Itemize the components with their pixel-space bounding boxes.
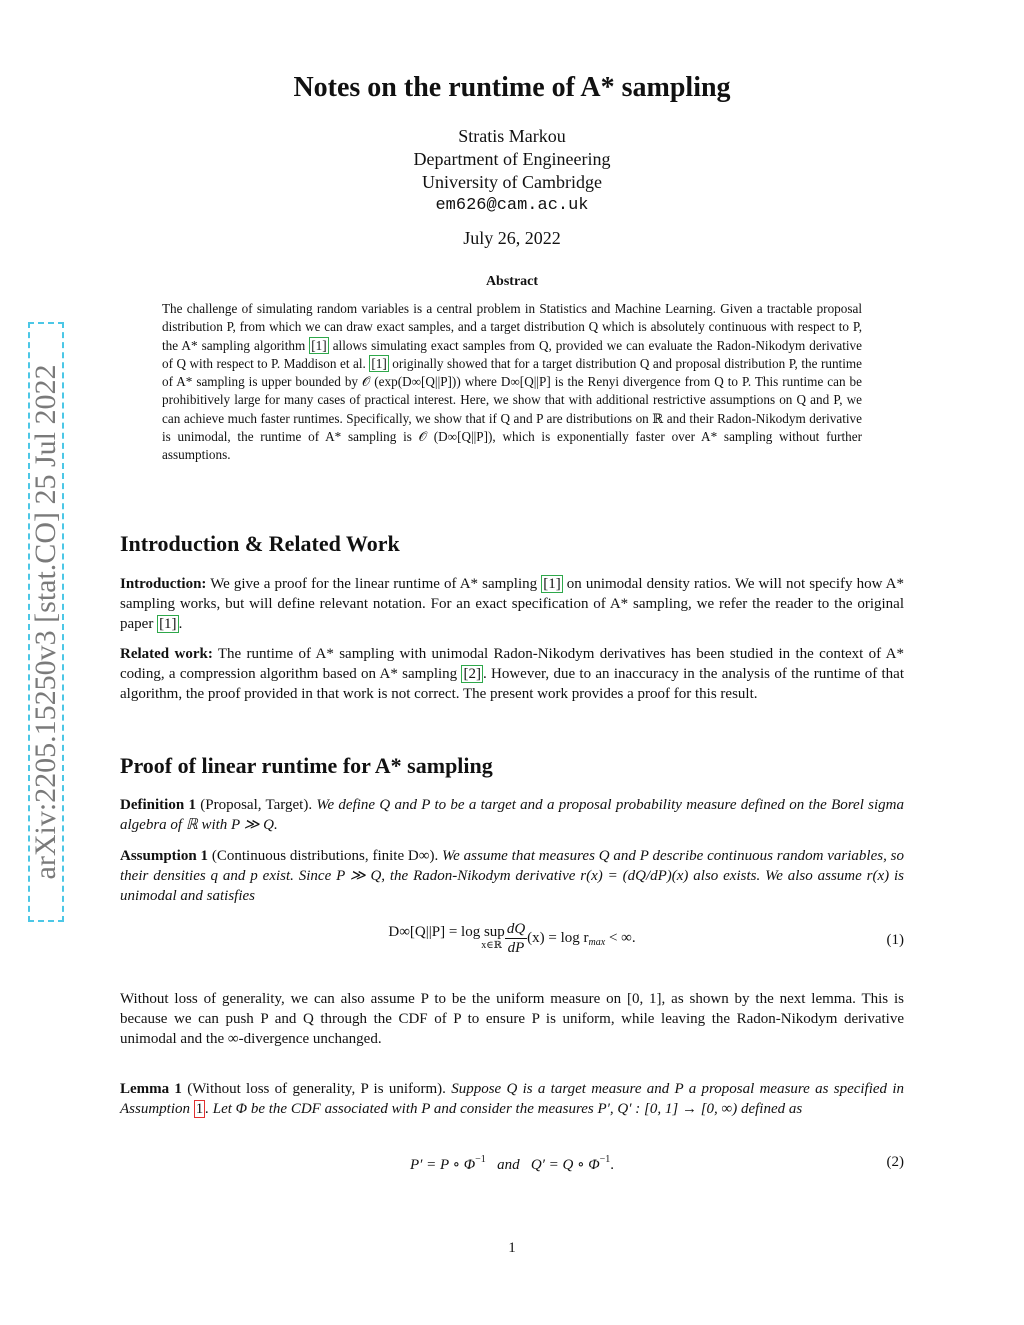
- equation-end: .: [610, 1157, 615, 1173]
- lemma-label: Lemma 1: [120, 1081, 182, 1097]
- equation-lhs: [388, 925, 504, 953]
- citation-link[interactable]: [1]: [371, 355, 387, 371]
- abstract-segment: allows simulating exact samples from Q, provided we can evaluate the Radon-Nikodym derivative of Q with respect to P. Maddison et al.: [162, 337, 862, 371]
- citation-link[interactable]: [2]: [463, 666, 481, 682]
- equation-2: [120, 1150, 904, 1178]
- paragraph-segment: The runtime of A* sampling with unimodal Radon-Nikodym derivatives has been studied in the context of A* coding, a compression algorithm based on A* sampling: [120, 646, 905, 682]
- assumption-reference-link[interactable]: 1: [195, 1101, 204, 1117]
- equation-part: Q′ = Q ∘ Φ: [530, 1157, 600, 1173]
- equation-part: P′ = P ∘ Φ: [409, 1157, 476, 1173]
- lemma-text: . Let Φ be the CDF associated with P and consider the measures P′, Q′ : [0, 1] → [0, ∞) defined as: [205, 1101, 803, 1117]
- paper-date: July 26, 2022: [463, 228, 561, 248]
- section-heading-proof: Proof of linear runtime for A* sampling: [120, 753, 493, 778]
- paragraph-segment: on unimodal density ratios. We will not specify how A* sampling works, but will define relevant notation. For an exact specification of A* sampling, we refer the reader to the original paper: [120, 576, 904, 632]
- inverse-superscript: −1: [475, 1154, 486, 1165]
- citation-link[interactable]: [1]: [159, 616, 177, 632]
- arxiv-identifier: arXiv:2205.15250v3 [stat.CO] 25 Jul 2022: [29, 364, 62, 880]
- equation-rhs: (x) = log r: [527, 930, 589, 946]
- equation-body: [120, 920, 904, 957]
- equation-rhs-end: < ∞.: [605, 930, 636, 946]
- fraction-dq-dp: [505, 920, 527, 957]
- paragraph-segment: . However, due to an inaccuracy in the analysis of the runtime of that algorithm, the proof provided in that work is not correct. The present work provides a proof for this result.: [120, 666, 905, 702]
- author-university: University of Cambridge: [422, 172, 602, 192]
- abstract-segment: The challenge of simulating random variables is a central problem in Statistics and Machine Learning. Given a tractable proposal distribution P, from which we can draw exact samples, and a target distribution Q which is absolutely continuous with respect to P, the A* sampling algorithm: [162, 301, 862, 353]
- fraction-numerator: dQ: [506, 921, 526, 937]
- related-work-paragraph: [120, 644, 904, 704]
- definition-parenthetical: (Proposal, Target).: [195, 797, 313, 813]
- abstract-heading: Abstract: [485, 274, 539, 289]
- equation-and: and: [497, 1157, 520, 1173]
- without-loss-paragraph: Without loss of generality, we can also assume P to be the uniform measure on [0, 1], as shown by the next lemma. This is because we can push P and Q through the CDF of P to ensure P is uniform, while leaving the Radon-Nikodym derivative unimodal and the ∞-divergence unchanged.: [120, 991, 904, 1047]
- introduction-paragraph: [120, 574, 904, 634]
- inverse-superscript: −1: [599, 1154, 611, 1165]
- equation-number: (1): [886, 932, 904, 948]
- paragraph-label: Related work:: [120, 646, 213, 662]
- author-department: Department of Engineering: [413, 149, 611, 169]
- assumption-label: Assumption 1: [120, 848, 209, 864]
- paragraph-segment: .: [178, 616, 183, 632]
- definition-1: [120, 795, 904, 835]
- paragraph-label: Introduction:: [120, 576, 207, 592]
- fraction-denominator: dP: [507, 940, 525, 956]
- equation-number: (2): [886, 1154, 904, 1170]
- author-email: em626@cam.ac.uk: [435, 196, 589, 215]
- citation-link[interactable]: [1]: [543, 576, 561, 592]
- paper-title: Notes on the runtime of A* sampling: [293, 72, 731, 103]
- arxiv-stamp: [28, 322, 64, 922]
- definition-text: We define Q and P to be a target and a proposal probability measure defined on the Borel sigma algebra of ℝ with P ≫ Q.: [120, 797, 904, 833]
- author-name: Stratis Markou: [458, 126, 566, 146]
- assumption-1: [120, 846, 904, 906]
- abstract-text: [162, 300, 862, 465]
- assumption-parenthetical: (Continuous distributions, finite D∞).: [208, 848, 439, 864]
- lemma-1: [120, 1079, 904, 1119]
- rmax-subscript: max: [588, 936, 606, 948]
- section-heading-introduction: Introduction & Related Work: [120, 531, 400, 556]
- page-number: 1: [508, 1240, 516, 1256]
- equation-lhs-text: D∞[Q||P] = log sup: [388, 923, 505, 940]
- equation-1: [120, 920, 904, 964]
- lemma-parenthetical: (Without loss of generality, P is uniform).: [181, 1081, 446, 1097]
- sup-subscript: x∈ℝ: [481, 939, 502, 951]
- lemma-text: Suppose Q is a target measure and P a proposal measure as specified in Assumption: [120, 1081, 905, 1117]
- definition-label: Definition 1: [120, 797, 196, 813]
- paragraph-segment: We give a proof for the linear runtime of A* sampling: [206, 576, 542, 592]
- abstract-segment: originally showed that for a target distribution Q and proposal distribution P, the runtime of A* sampling is upper bounded by 𝒪 (exp(D∞[Q||P])) where D∞[Q||P] is the Renyi divergence from Q to P. This runtime can be prohibitively large for many cases of practical interest. Here, we show that with additional restrictive assumptions on Q and P, we can achieve much faster runtimes. Specifically, we show that if Q and P are distributions on ℝ and their Radon-Nikodym derivative is unimodal, the runtime of A* sampling is 𝒪 (D∞[Q||P]), which is exponentially faster over A* sampling without further assumptions.: [162, 355, 862, 463]
- citation-link[interactable]: [1]: [311, 337, 327, 353]
- equation-body: [120, 1154, 904, 1174]
- assumption-text: We assume that measures Q and P describe continuous random variables, so their densities q and p exist. Since P ≫ Q, the Radon-Nikodym derivative r(x) = (dQ/dP)(x) also exists. We also assume r(x) is unimodal and satisfies: [120, 848, 904, 904]
